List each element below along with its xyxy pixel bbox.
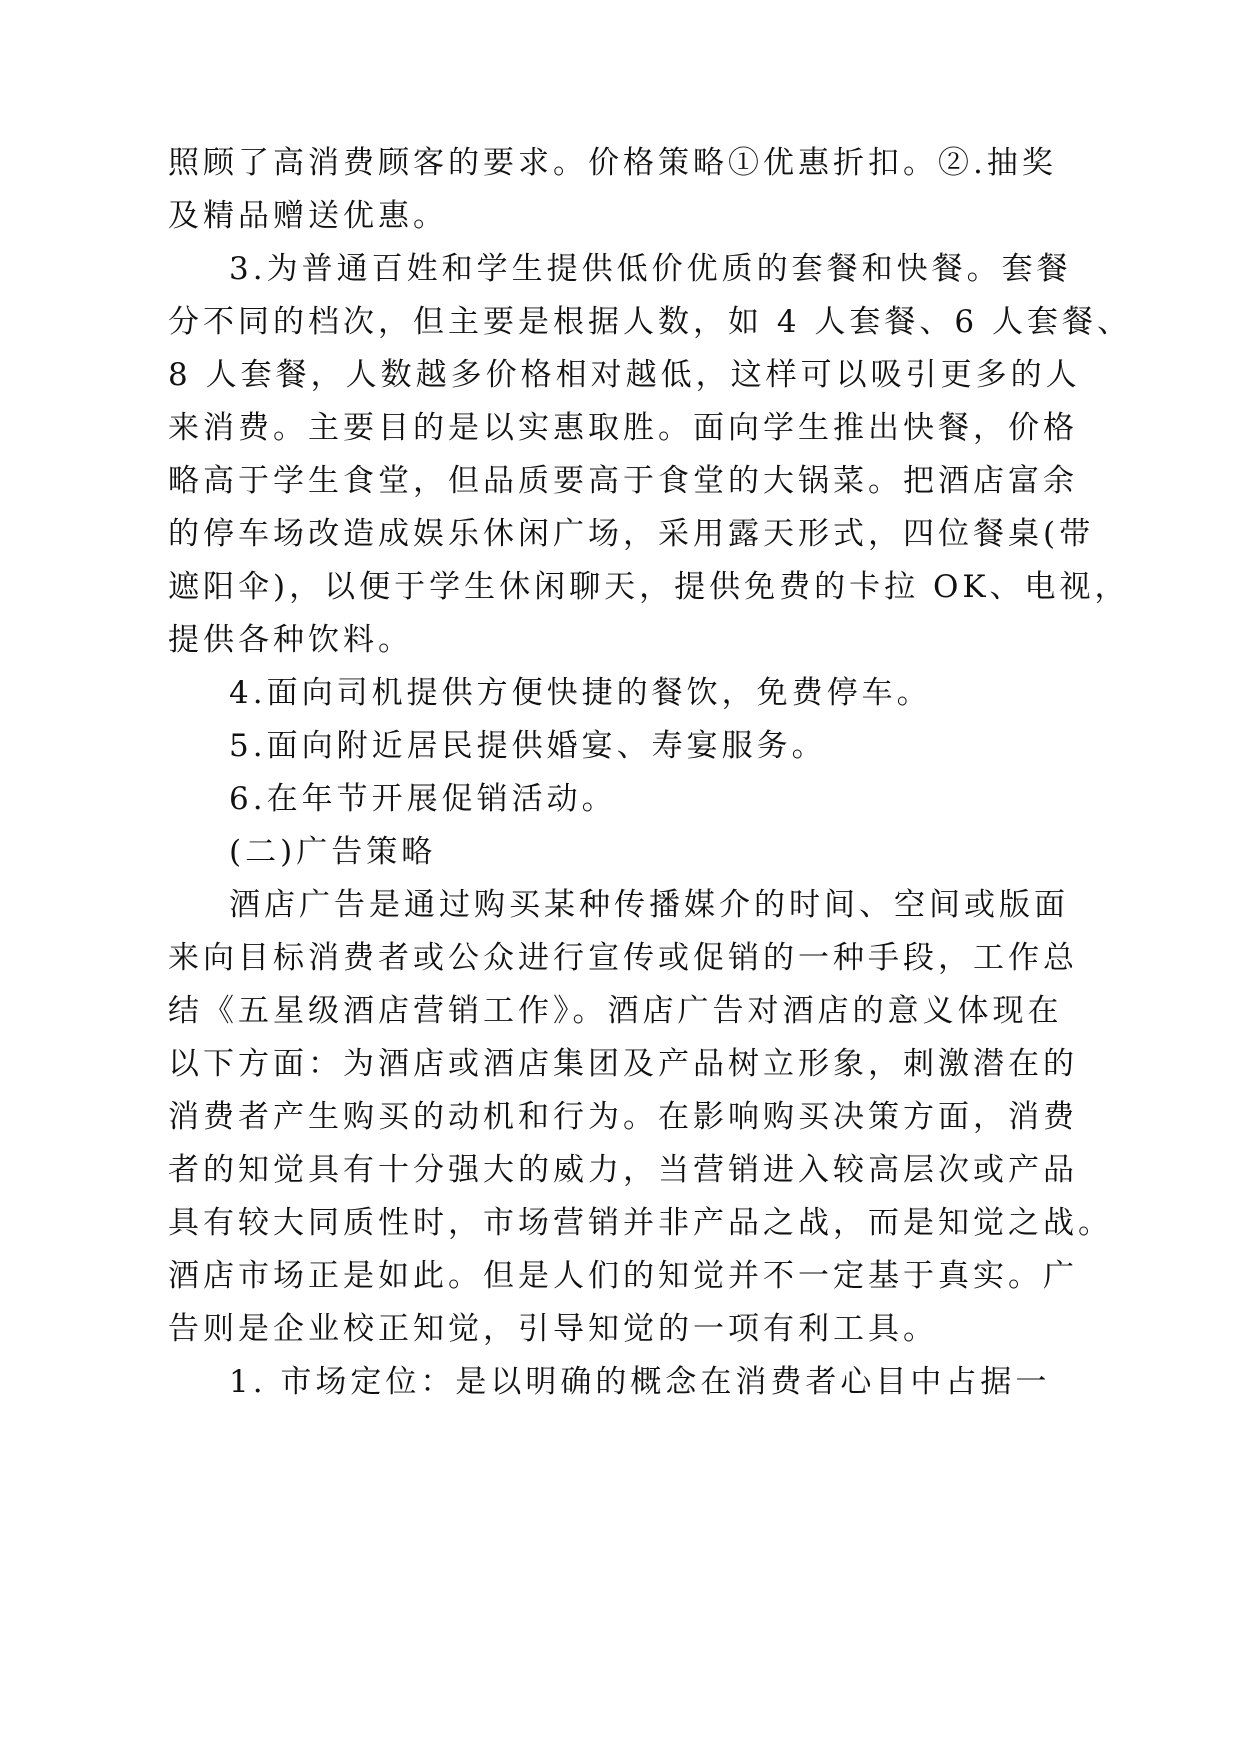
text-line-12: 5.面向附近居民提供婚宴、寿宴服务。 — [229, 728, 827, 764]
text-line-23: 告则是企业校正知觉，引导知觉的一项有利工具。 — [168, 1311, 938, 1347]
text-line-11: 4.面向司机提供方便快捷的餐饮，免费停车。 — [229, 675, 932, 711]
text-line-10: 提供各种饮料。 — [168, 622, 413, 658]
text-line-22: 酒店市场正是如此。但是人们的知觉并不一定基于真实。广 — [168, 1258, 1078, 1294]
text-line-2: 及精品赠送优惠。 — [168, 198, 448, 234]
text-line-20: 者的知觉具有十分强大的威力，当营销进入较高层次或产品 — [168, 1152, 1078, 1188]
text-line-16: 来向目标消费者或公众进行宣传或促销的一种手段，工作总 — [168, 940, 1078, 976]
text-line-19: 消费者产生购买的动机和行为。在影响购买决策方面，消费 — [168, 1099, 1078, 1135]
text-line-18: 以下方面：为酒店或酒店集团及产品树立形象，刺激潜在的 — [168, 1046, 1078, 1082]
text-line-3: 3.为普通百姓和学生提供低价优质的套餐和快餐。套餐 — [229, 251, 1072, 287]
text-line-13: 6.在年节开展促销活动。 — [229, 781, 617, 817]
text-line-4: 分不同的档次，但主要是根据人数，如 4 人套餐、6 人套餐、 — [168, 304, 1133, 340]
text-line-5: 8 人套餐，人数越多价格相对越低，这样可以吸引更多的人 — [168, 357, 1081, 393]
text-line-24: 1. 市场定位：是以明确的概念在消费者心目中占据一 — [229, 1364, 1051, 1400]
text-line-1: 照顾了高消费顾客的要求。价格策略①优惠折扣。②.抽奖 — [168, 145, 1057, 181]
text-line-7: 略高于学生食堂，但品质要高于食堂的大锅菜。把酒店富余 — [168, 463, 1078, 499]
text-line-9: 遮阳伞)，以便于学生休闲聊天，提供免费的卡拉 OK、电视， — [168, 569, 1130, 605]
text-line-8: 的停车场改造成娱乐休闲广场，采用露天形式，四位餐桌(带 — [168, 516, 1095, 552]
text-line-6: 来消费。主要目的是以实惠取胜。面向学生推出快餐，价格 — [168, 410, 1078, 446]
text-line-17: 结《五星级酒店营销工作》。酒店广告对酒店的意义体现在 — [168, 993, 1063, 1029]
text-line-21: 具有较大同质性时，市场营销并非产品之战，而是知觉之战。 — [168, 1205, 1113, 1241]
section-heading: (二)广告策略 — [229, 834, 437, 870]
text-line-15: 酒店广告是通过购买某种传播媒介的时间、空间或版面 — [229, 887, 1069, 923]
